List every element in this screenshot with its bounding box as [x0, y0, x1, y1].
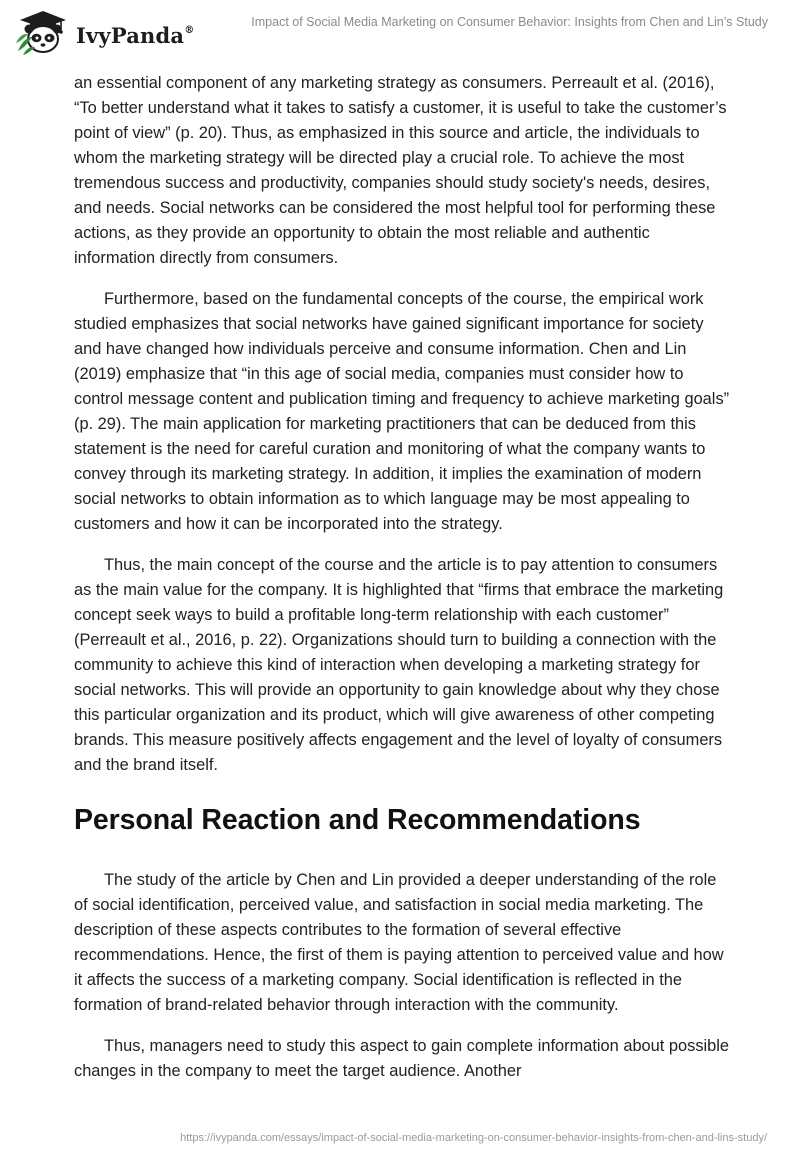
footer-source-url[interactable]: https://ivypanda.com/essays/impact-of-social-media-marketing-on-consumer-behavior-insights-from-chen-and-lins-study/ [180, 1132, 767, 1144]
panda-graduate-icon [14, 7, 72, 57]
ivypanda-logo[interactable] [14, 7, 194, 57]
paragraph-5: Thus, managers need to study this aspect to gain complete information about possible changes in the company to meet the target audience. Another [74, 1037, 730, 1080]
paragraph-4: The study of the article by Chen and Lin provided a deeper understanding of the role of social identification, perceived value, and satisfaction in social media marketing. The description of these aspects contributes to the formation of several effective recommendations. Hence, the first of them is paying attention to perceived value and how it affects the success of a marketing company. Social identification is reflected in the formation of brand-related behavior through interaction with the community. [74, 871, 724, 1014]
logo-wordmark [76, 23, 194, 48]
essay-content [74, 71, 734, 1100]
paragraph-1: an essential component of any marketing strategy as consumers. Perreault et al. (2016), “To better understand what it takes to satisfy a customer, it is useful to take the customer’s point of view” (p. 20). Thus, as emphasized in this source and article, the individuals to whom the marketing strategy will be directed play a crucial role. To achieve the most tremendous success and productivity, companies should study society's needs, desires, and needs. Social networks can be considered the most helpful tool for performing these actions, as they provide an opportunity to obtain the most reliable and authentic information directly from consumers. [74, 74, 727, 267]
section-heading: Personal Reaction and Recommendations [74, 804, 641, 836]
document-title: Impact of Social Media Marketing on Consumer Behavior: Insights from Chen and Lin’s Study [251, 15, 768, 29]
brand-name: IvyPanda [76, 22, 185, 48]
paragraph-2: Furthermore, based on the fundamental concepts of the course, the empirical work studied emphasizes that social networks have gained significant importance for society and have changed how individuals perceive and consume information. Chen and Lin (2019) emphasize that “in this age of social media, companies must consider how to control message content and publication timing and frequency to achieve marketing goals” (p. 29). The main application for marketing practitioners that can be deduced from this statement is the need for careful curation and monitoring of what the company wants to convey through its marketing strategy. In addition, it implies the examination of modern social networks to obtain information as to which language may be most appealing to customers and how it can be incorporated into the strategy. [74, 290, 730, 533]
page-header [0, 0, 800, 62]
paragraph-3: Thus, the main concept of the course and the article is to pay attention to consumers as the main value for the company. It is highlighted that “firms that embrace the marketing concept seek ways to build a profitable long-term relationship with each customer” (Perreault et al., 2016, p. 22). Organizations should turn to building a connection with the community to achieve this kind of interaction when developing a marketing strategy for social networks. This will provide an opportunity to gain knowledge about why they chose this particular organization and its product, which will give awareness of other competing brands. This measure positively affects engagement and the level of loyalty of consumers and the brand itself. [74, 556, 724, 774]
registered-mark: ® [184, 24, 195, 36]
